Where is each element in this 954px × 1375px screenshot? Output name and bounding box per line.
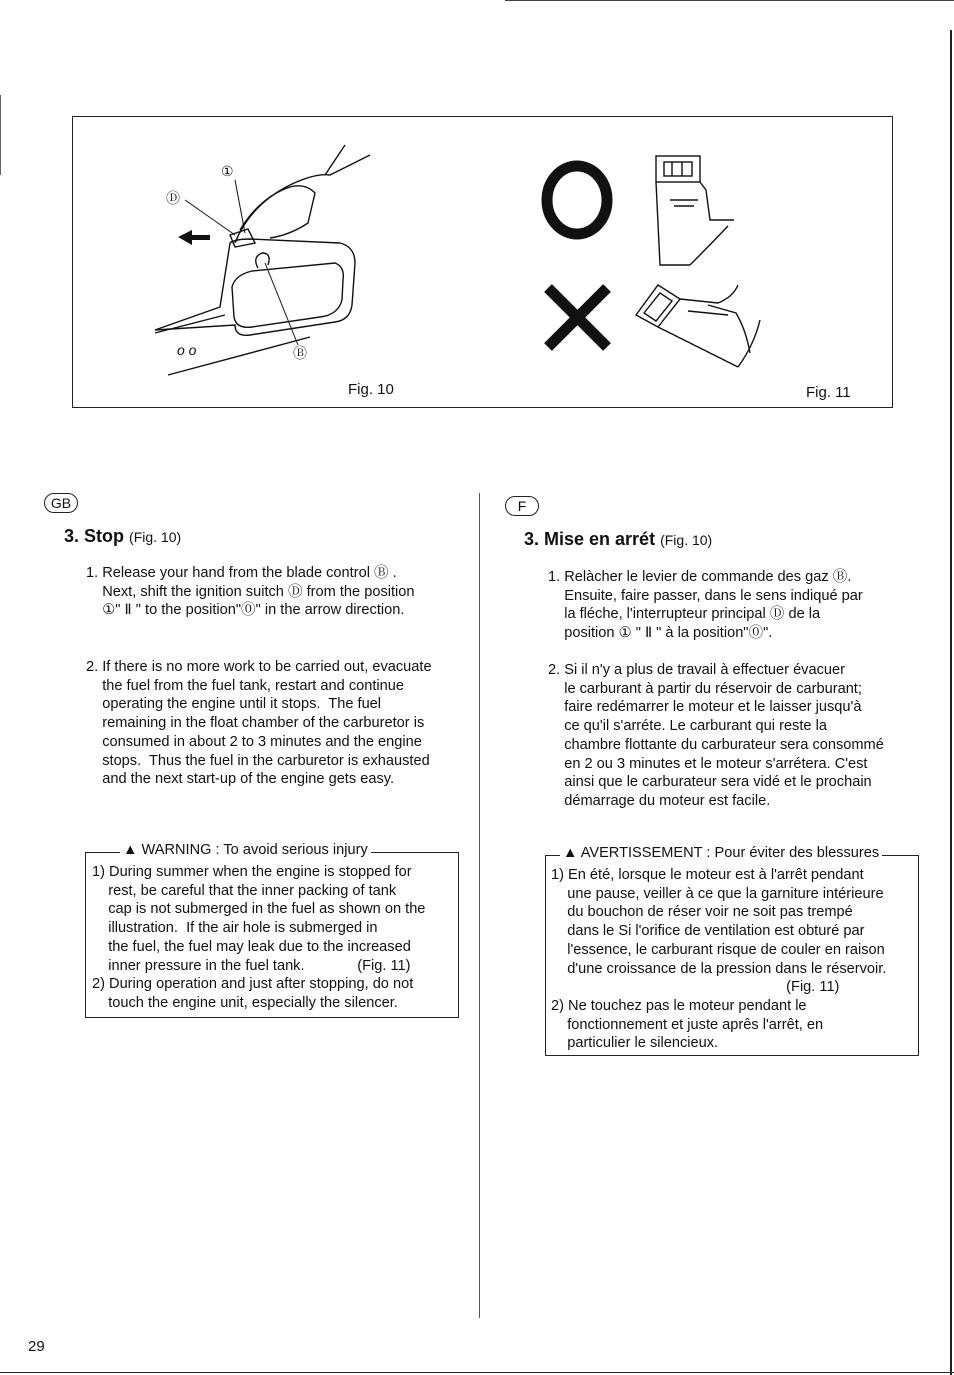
english-warning-title: ▲ WARNING : To avoid serious injury	[120, 842, 371, 858]
english-warning-line: touch the engine unit, especially the silencer.	[92, 994, 398, 1011]
french-step2-line: le carburant à partir du réservoir de carburant;	[548, 680, 862, 697]
column-divider	[479, 493, 480, 1318]
english-step2-line: the fuel from the fuel tank, restart and continue	[86, 677, 404, 694]
english-warning-line: the fuel, the fuel may leak due to the increased	[92, 938, 411, 955]
french-warning-line: d'une croissance de la pression dans le réservoir.	[551, 960, 887, 977]
french-warning-line: du bouchon de réser voir ne soit pas trempé	[551, 904, 853, 921]
left-edge-rule	[0, 95, 1, 175]
callout-one: ①	[221, 163, 234, 179]
french-warning-title: ▲ AVERTISSEMENT : Pour éviter des blessures	[560, 845, 882, 861]
french-warning-line: fonctionnement et juste aprês l'arrêt, en	[551, 1016, 824, 1033]
french-step2-line: ainsi que le carburateur sera vidé et le prochain	[548, 774, 872, 791]
french-warning-line: particulier le silencieux.	[551, 1035, 719, 1052]
french-step2-line: 2. Si il n'y a plus de travail à effectuer évacuer	[548, 662, 845, 678]
english-step1-line: ①" Ⅱ " to the position"⓪" in the arrow direction.	[86, 602, 405, 619]
english-step2-line: consumed in about 2 to 3 minutes and the engine	[86, 733, 422, 750]
french-step1-line: la fléche, l'interrupteur principal Ⓓ de la	[548, 606, 821, 623]
french-step2-line: démarrage du moteur est facile.	[548, 792, 771, 809]
fig10-illustration	[140, 135, 380, 380]
french-step2-line: chambre flottante du carburateur sera consommé	[548, 736, 884, 753]
top-edge-rule	[505, 0, 954, 1]
english-heading	[64, 526, 181, 547]
french-warning-body	[551, 866, 886, 1053]
fig11-caption: Fig. 11	[806, 384, 851, 401]
english-step2-line: stops. Thus the fuel in the carburetor is exhausted	[86, 752, 430, 769]
tank-cap-correct-icon	[650, 150, 740, 270]
english-step1	[86, 564, 415, 620]
english-heading-ref: (Fig. 10)	[129, 529, 182, 545]
french-heading-title: 3. Mise en arrét	[524, 529, 656, 549]
english-warning-line: 1) During summer when the engine is stopped for	[92, 864, 412, 880]
french-step2	[548, 661, 884, 811]
english-warning-line: illustration. If the air hole is submerged in	[92, 920, 378, 937]
french-warning-line: une pause, veiller à ce que la garniture intérieure	[551, 885, 884, 902]
french-warning-line: l'essence, le carburant risque de couler en raison	[551, 941, 885, 958]
right-edge-rule	[950, 30, 952, 1375]
english-warning-body	[92, 863, 425, 1013]
english-step1-line: 1. Release your hand from the blade control Ⓑ .	[86, 565, 397, 581]
english-step2-line: 2. If there is no more work to be carried out, evacuate	[86, 659, 432, 675]
english-step1-line: Next, shift the ignition suitch Ⓓ from the position	[86, 583, 415, 600]
french-warning-line: dans le Si l'orifice de ventilation est obturé par	[551, 923, 865, 940]
french-step1	[548, 568, 863, 643]
english-warning-line: rest, be careful that the inner packing of tank	[92, 882, 397, 899]
french-warning-line: (Fig. 11)	[551, 979, 840, 996]
french-step2-line: en 2 ou 3 minutes et le moteur s'arrétera. C'est	[548, 755, 868, 772]
french-step2-line: ce qu'il s'arréte. Le carburant qui reste la	[548, 718, 827, 735]
tank-cap-tilted-icon	[628, 275, 768, 375]
english-warning-line: inner pressure in the fuel tank. (Fig. 11)	[92, 957, 411, 974]
french-step2-line: faire redémarrer le moteur et le laisser jusqu'à	[548, 699, 862, 716]
english-warning-line: cap is not submerged in the fuel as shown on the	[92, 901, 426, 918]
callout-d: Ⓓ	[166, 190, 180, 206]
page-number: 29	[28, 1338, 45, 1355]
english-step2-line: operating the engine until it stops. The fuel	[86, 696, 382, 713]
lang-badge-gb: GB	[44, 493, 78, 513]
french-step1-line: 1. Relàcher le levier de commande des gaz Ⓑ.	[548, 569, 852, 585]
english-warning-line: 2) During operation and just after stopping, do not	[92, 976, 414, 993]
lang-badge-f: F	[505, 496, 539, 516]
fig10-caption: Fig. 10	[348, 381, 394, 398]
english-step2-line: and the next start-up of the engine gets easy.	[86, 771, 395, 788]
french-warning-line: 1) En été, lorsque le moteur est à l'arrêt pendant	[551, 867, 864, 883]
callout-b: Ⓑ	[293, 345, 307, 361]
french-warning-line: 2) Ne touchez pas le moteur pendant le	[551, 997, 807, 1014]
french-heading	[524, 529, 712, 550]
bottom-edge-rule	[0, 1372, 954, 1373]
callout-oo: o o	[177, 342, 197, 358]
ng-cross-icon	[540, 280, 615, 355]
french-step1-line: position ① " Ⅱ " à la position"⓪".	[548, 625, 773, 642]
french-step1-line: Ensuite, faire passer, dans le sens indiqué par	[548, 587, 863, 604]
english-heading-title: 3. Stop	[64, 526, 125, 546]
english-step2-line: remaining in the float chamber of the carburetor is	[86, 715, 425, 732]
french-heading-ref: (Fig. 10)	[660, 532, 713, 548]
ok-circle-icon	[538, 160, 618, 240]
english-step2	[86, 658, 432, 789]
